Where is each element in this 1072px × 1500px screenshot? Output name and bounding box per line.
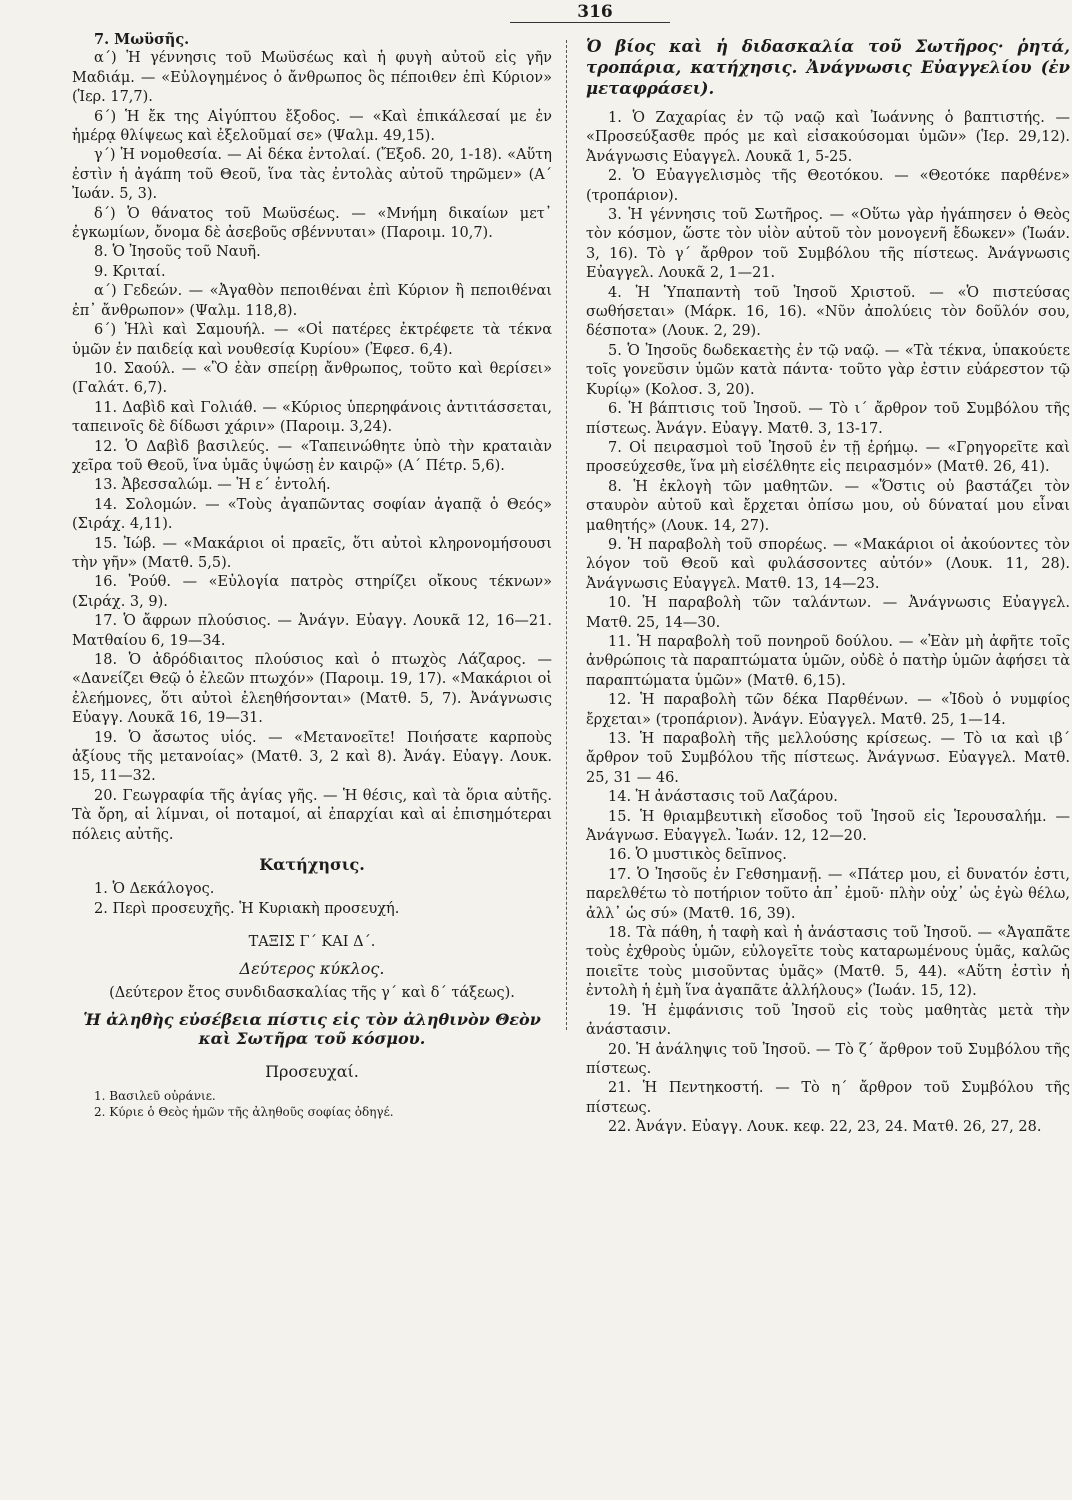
item-gideon: α΄) Γεδεών. — «Ἀγαθὸν πεποιθέναι ἐπὶ Κύριον ἢ πεποιθέναι ἐπ᾿ ἄνθρωπον» (Ψαλμ. 118,8). xyxy=(72,283,552,319)
right-column xyxy=(586,30,1070,1138)
item-david-king: 12. Ὁ Δαβὶδ βασιλεύς. — «Ταπεινώθητε ὑπὸ τὴν κραταιὰν χεῖρα τοῦ Θεοῦ, ἵνα ὑμᾶς ὑψώσῃ ἐν καιρῷ» (Α΄ Πέτρ. 5,6). xyxy=(72,438,552,474)
right-item: 2. Ὁ Εὐαγγελισμὸς τῆς Θεοτόκου. — «Θεοτόκε παρθένε» (τροπάριον). xyxy=(586,168,1070,204)
item-moses-heading: 7. Μωϋσῆς. xyxy=(94,31,190,48)
right-item: 1. Ὁ Ζαχαρίας ἐν τῷ ναῷ καὶ Ἰωάννης ὁ βαπτιστής. — «Προσεύξασθε πρός με καὶ εἰσακούσομαι ὑμῶν» (Ἱερ. 29,12). Ἀνάγνωσις Εὐαγγελ. Λουκᾶ 1, 5-25. xyxy=(586,110,1070,165)
item-ruth: 16. Ῥούθ. — «Εὐλογία πατρὸς στηρίζει οἴκους τέκνων» (Σιράχ. 3, 9). xyxy=(72,574,552,610)
right-item: 19. Ἡ ἐμφάνισις τοῦ Ἰησοῦ εἰς τοὺς μαθητὰς μετὰ τὴν ἀνάστασιν. xyxy=(586,1002,1070,1039)
right-item: 7. Οἱ πειρασμοὶ τοῦ Ἰησοῦ ἐν τῇ ἐρήμῳ. — «Γρηγορεῖτε καὶ προσεύχεσθε, ἵνα μὴ εἰσέλθητε εἰς πειρασμόν» (Ματθ. 26, 41). xyxy=(586,439,1070,476)
right-item: 17. Ὁ Ἰησοῦς ἐν Γεθσημανῇ. — «Πάτερ μου, εἰ δυνατόν ἐστι, παρελθέτω τὸ ποτήριον τοῦτο ἀπ᾿ ἐμοῦ· πλὴν οὐχ᾿ ὡς ἐγὼ θέλω, ἀλλ᾿ ὡς σύ» (Ματθ. 16, 39). xyxy=(586,866,1070,922)
right-item: 15. Ἡ θριαμβευτικὴ εἴσοδος τοῦ Ἰησοῦ εἰς Ἱερουσαλήμ. — Ἀνάγνωσ. Εὐαγγελ. Ἰωάν. 12, 12—20. xyxy=(586,808,1070,845)
piety-title: Ἡ ἀληθὴς εὐσέβεια πίστις εἰς τὸν ἀληθινὸν Θεὸν καὶ Σωτῆρα τοῦ κόσμου. xyxy=(83,1009,541,1048)
item-solomon: 14. Σολομών. — «Τοὺς ἀγαπῶντας σοφίαν ἀγαπᾷ ὁ Θεός» (Σιράχ. 4,11). xyxy=(72,496,552,533)
prayer-item: 1. Βασιλεῦ οὐράνιε. xyxy=(94,1088,216,1103)
item-david-goliath: 11. Δαβὶδ καὶ Γολιάθ. — «Κύριος ὑπερηφάνοις ἀντιτάσσεται, ταπεινοῖς δὲ δίδωσι χάριν» (Παροιμ. 3,24). xyxy=(72,399,552,436)
right-item: 20. Ἡ ἀνάληψις τοῦ Ἰησοῦ. — Τὸ ζ΄ ἄρθρον τοῦ Συμβόλου τῆς πίστεως. xyxy=(586,1041,1070,1077)
right-item: 4. Ἡ Ὑπαπαντὴ τοῦ Ἰησοῦ Χριστοῦ. — «Ὁ πιστεύσας σωθήσεται» (Μάρκ. 16, 16). «Νῦν ἀπολύεις τὸν δοῦλόν σου, δέσποτα» (Λουκ. 2, 29). xyxy=(586,284,1070,340)
right-item: 3. Ἡ γέννησις τοῦ Σωτῆρος. — «Οὕτω γὰρ ἠγάπησεν ὁ Θεὸς τὸν κόσμον, ὥστε τὸν υἱὸν αὐτοῦ τὸν μονογενῆ ἔδωκεν» (Ἰωάν. 3, 16). Τὸ γ΄ ἄρθρον τοῦ Συμβόλου τῆς πίστεως. Ἀνάγνωσις Εὐαγγελ. Λουκᾶ 2, 1—21. xyxy=(586,207,1070,282)
item-moses-exodus: 6΄) Ἡ ἔκ της Αἰγύπτου ἔξοδος. — «Καὶ ἐπικάλεσαί με ἐν ἡμέρᾳ θλίψεως καὶ ἐξελοῦμαί σε» (Ψαλμ. 49,15). xyxy=(72,108,552,145)
prayer-item: 2. Κύριε ὁ Θεὸς ἡμῶν τῆς ἀληθοῦς σοφίας ὁδηγέ. xyxy=(94,1104,394,1119)
katichisis-item: 1. Ὁ Δεκάλογος. xyxy=(94,881,215,898)
katichisis-title: Κατήχησις. xyxy=(259,855,365,875)
right-item: 9. Ἡ παραβολὴ τοῦ σπορέως. — «Μακάριοι οἱ ἀκούοντες τὸν λόγον τοῦ Θεοῦ καὶ φυλάσσοντες αὐτόν» (Λουκ. 11, 28). Ἀνάγνωσις Εὐαγγελ. Ματθ. 13, 14—23. xyxy=(586,536,1070,592)
page-number: 316 xyxy=(577,2,613,22)
item-prodigal-son: 19. Ὁ ἄσωτος υἱός. — «Μετανοεῖτε! Ποιήσατε καρποὺς ἀξίους τῆς μετανοίας» (Ματθ. 3, 2 καὶ 8). Ἀνάγ. Εὐαγγ. Λουκ. 15, 11—32. xyxy=(72,729,552,785)
right-item: 13. Ἡ παραβολὴ τῆς μελλούσης κρίσεως. — Τὸ ια καὶ ιβ΄ ἄρθρον τοῦ Συμβόλου τῆς πίστεως. Ἀνάγνωσ. Εὐαγγελ. Ματθ. 25, 31 — 46. xyxy=(586,731,1070,786)
item-holy-land-geography: 20. Γεωγραφία τῆς ἁγίας γῆς. — Ἡ θέσις, καὶ τὰ ὅρια αὐτῆς. Τὰ ὄρη, αἱ λίμναι, οἱ ποταμοί, αἱ ἐπαρχίαι καὶ αἱ ἐπισημότεραι πόλεις αὐτῆς. xyxy=(72,787,552,843)
item-absalom: 13. Ἀβεσσαλώμ. — Ἡ ε΄ ἐντολή. xyxy=(94,477,331,494)
item-moses-death: δ΄) Ὁ θάνατος τοῦ Μωϋσέως. — «Μνήμη δικαίων μετ᾿ ἐγκωμίων, ὄνομα δὲ ἀσεβοῦς σβέννυται» (Παροιμ. 10,7). xyxy=(72,205,552,242)
header-rule xyxy=(510,22,670,23)
column-divider xyxy=(566,40,567,1030)
item-joshua: 8. Ὁ Ἰησοῦς τοῦ Ναυῆ. xyxy=(94,244,261,261)
right-item: 12. Ἡ παραβολὴ τῶν δέκα Παρθένων. — «Ἰδοὺ ὁ νυμφίος ἔρχεται» (τροπάριον). Ἀνάγν. Εὐαγγελ. Ματθ. 25, 1—14. xyxy=(586,692,1070,728)
right-item: 22. Ἀνάγν. Εὐαγγ. Λουκ. κεφ. 22, 23, 24. Ματθ. 26, 27, 28. xyxy=(608,1119,1042,1136)
right-item: 5. Ὁ Ἰησοῦς δωδεκαετὴς ἐν τῷ ναῷ. — «Τὰ τέκνα, ὑπακούετε τοῖς γονεῦσιν ὑμῶν κατὰ πάντα· τοῦτο γὰρ ἐστιν εὐάρεστον τῷ Κυρίῳ» (Κολοσ. 3, 20). xyxy=(586,342,1070,398)
left-column xyxy=(72,30,552,1120)
item-moses-birth: α΄) Ἡ γέννησις τοῦ Μωϋσέως καὶ ἡ φυγὴ αὐτοῦ εἰς γῆν Μαδιάμ. — «Εὐλογημένος ὁ ἄνθρωπος ὃς πέποιθεν ἐπὶ Κύριον» (Ἱερ. 17,7). xyxy=(72,50,552,106)
taxis-title: ΤΑΞΙΣ Γ΄ ΚΑΙ Δ΄. xyxy=(248,934,376,951)
right-item: 16. Ὁ μυστικὸς δεῖπνος. xyxy=(608,847,787,864)
prayers-title: Προσευχαί. xyxy=(265,1062,359,1082)
right-section-heading: Ὁ βίος καὶ ἡ διδασκαλία τοῦ Σωτῆρος· ῥητά, τροπάρια, κατήχησις. Ἀνάγνωσις Εὐαγγελίου (ἐν μεταφράσει). xyxy=(586,37,1070,98)
item-eli-samuel: 6΄) Ἡλὶ καὶ Σαμουήλ. — «Οἱ πατέρες ἐκτρέφετε τὰ τέκνα ὑμῶν ἐν παιδείᾳ καὶ νουθεσίᾳ Κυρίου» (Ἐφεσ. 6,4). xyxy=(72,322,552,358)
item-rich-man-lazarus: 18. Ὁ ἀδρόδιαιτος πλούσιος καὶ ὁ πτωχὸς Λάζαρος. — «Δανείζει Θεῷ ὁ ἐλεῶν πτωχόν» (Παροιμ. 19, 17). «Μακάριοι οἱ ἐλεήμονες, ὅτι αὐτοὶ ἐλεηθήσονται» (Ματθ. 5, 7). Ἀνάγνωσις Εὐαγγ. Λουκᾶ 16, 19—31. xyxy=(72,652,552,727)
right-item: 8. Ἡ ἐκλογὴ τῶν μαθητῶν. — «Ὅστις οὐ βαστάζει τὸν σταυρὸν αὐτοῦ καὶ ἔρχεται ὀπίσω μου, οὐ δύναταί μου εἶναι μαθητής» (Λουκ. 14, 27). xyxy=(586,478,1070,534)
item-judges: 9. Κριταί. xyxy=(94,263,166,280)
right-item: 6. Ἡ βάπτισις τοῦ Ἰησοῦ. — Τὸ ι΄ ἄρθρον τοῦ Συμβόλου τῆς πίστεως. Ἀνάγν. Εὐαγγ. Ματθ. 3, 13-17. xyxy=(586,401,1070,437)
item-job: 15. Ἰώβ. — «Μακάριοι οἱ πραεῖς, ὅτι αὐτοὶ κληρονομήσουσι τὴν γῆν» (Ματθ. 5,5). xyxy=(72,535,552,571)
right-item: 10. Ἡ παραβολὴ τῶν ταλάντων. — Ἀνάγνωσις Εὐαγγελ. Ματθ. 25, 14—30. xyxy=(586,595,1070,631)
right-item: 11. Ἡ παραβολὴ τοῦ πονηροῦ δούλου. — «Ἐὰν μὴ ἀφῆτε τοῖς ἀνθρώποις τὰ παραπτώματα ὑμῶν, οὐδὲ ὁ πατὴρ ὑμῶν ἀφήσει τὰ παραπτώματα ὑμῶν» (Ματθ. 6,15). xyxy=(586,633,1070,689)
right-item: 21. Ἡ Πεντηκοστή. — Τὸ η΄ ἄρθρον τοῦ Συμβόλου τῆς πίστεως. xyxy=(586,1080,1070,1116)
katichisis-item: 2. Περὶ προσευχῆς. Ἡ Κυριακὴ προσευχή. xyxy=(94,900,400,917)
cycle-note: (Δεύτερον ἔτος συνδιδασκαλίας τῆς γ΄ καὶ δ΄ τάξεως). xyxy=(109,985,515,1002)
cycle-title: Δεύτερος κύκλος. xyxy=(239,958,385,978)
item-moses-law: γ΄) Ἡ νομοθεσία. — Αἱ δέκα ἐντολαί. (Ἔξοδ. 20, 1-18). «Αὕτη ἐστὶν ἡ ἀγάπη τοῦ Θεοῦ, ἵνα τὰς ἐντολὰς αὐτοῦ τηρῶμεν» (Α΄ Ἰωάν. 5, 3). xyxy=(72,147,552,203)
item-rich-fool: 17. Ὁ ἄφρων πλούσιος. — Ἀνάγν. Εὐαγγ. Λουκᾶ 12, 16—21. Ματθαίου 6, 19—34. xyxy=(72,613,552,649)
right-item: 18. Τὰ πάθη, ἡ ταφὴ καὶ ἡ ἀνάστασις τοῦ Ἰησοῦ. — «Ἀγαπᾶτε τοὺς ἐχθροὺς ὑμῶν, εὐλογεῖτε τοὺς καταρωμένους ὑμᾶς, καλῶς ποιεῖτε τοὺς μισοῦντας ὑμᾶς» (Ματθ. 5, 44). «Αὕτη ἐστὶν ἡ ἐντολὴ ἡ ἐμὴ ἵνα ἀγαπᾶτε ἀλλήλους» (Ἰωάν. 15, 12). xyxy=(586,925,1070,1000)
item-saul: 10. Σαούλ. — «Ὃ ἐὰν σπείρῃ ἄνθρωπος, τοῦτο καὶ θερίσει» (Γαλάτ. 6,7). xyxy=(72,360,552,397)
right-item: 14. Ἡ ἀνάστασις τοῦ Λαζάρου. xyxy=(608,789,838,806)
